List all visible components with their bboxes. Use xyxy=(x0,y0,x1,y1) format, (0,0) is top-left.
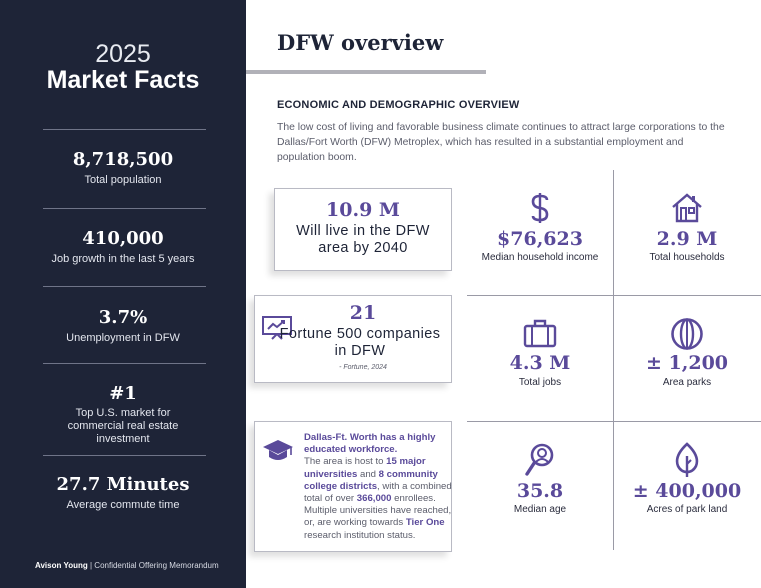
education-highlight: 8 community college districts xyxy=(304,468,438,492)
households-value: 2.9 M xyxy=(656,228,718,250)
education-text: research institution status. xyxy=(304,529,416,541)
stat-label-commute: Average commute time xyxy=(66,499,180,511)
education-card xyxy=(254,421,452,552)
education-text: , with a combined total of over xyxy=(304,480,452,505)
grid-divider-horizontal xyxy=(467,295,761,296)
graduation-cap-icon xyxy=(262,438,294,467)
households-label: Total households xyxy=(649,252,725,263)
stat-cell-park-land xyxy=(614,440,760,540)
education-highlight: 366,000 xyxy=(356,493,392,505)
age-value: 35.8 xyxy=(516,480,564,502)
footer-text: Confidential Offering Memorandum xyxy=(94,561,219,570)
education-text: and xyxy=(357,468,379,480)
sidebar xyxy=(0,0,246,588)
house-icon xyxy=(671,193,703,228)
stat-value-job-growth: 410,000 xyxy=(82,228,164,249)
parks-label: Area parks xyxy=(662,377,712,388)
leaf-icon xyxy=(674,442,700,483)
page-title: DFW overview xyxy=(277,30,444,55)
intro-paragraph: The low cost of living and favorable business climate continues to attract large corporations to the Dallas/Fort Worth (DFW) Metroplex, which has resulted in a substantial employment and population boom. xyxy=(277,122,725,163)
stat-label-population: Total population xyxy=(84,174,162,186)
grid-divider-horizontal xyxy=(467,421,761,422)
stat-label-rank: Top U.S. market for commercial real estate investment xyxy=(67,407,179,445)
income-value: $76,623 xyxy=(497,228,583,250)
jobs-value: 4.3 M xyxy=(509,352,571,374)
divider xyxy=(43,208,206,209)
education-highlight: 15 major universities xyxy=(304,456,426,480)
stat-value-commute: 27.7 Minutes xyxy=(56,474,190,495)
fortune-value: 21 xyxy=(349,302,377,324)
dollar-icon xyxy=(529,192,551,229)
stat-value-rank: #1 xyxy=(109,383,137,404)
stat-cell-jobs xyxy=(467,314,613,414)
stat-cell-age xyxy=(467,440,613,540)
forecast-text: Will live in the DFW area by 2040 xyxy=(296,223,430,256)
stat-value-population: 8,718,500 xyxy=(72,149,174,170)
globe-icon xyxy=(670,317,704,356)
fortune-source: - Fortune, 2024 xyxy=(339,364,387,371)
footer-separator: | xyxy=(89,561,93,570)
section-heading: ECONOMIC AND DEMOGRAPHIC OVERVIEW xyxy=(277,99,520,111)
briefcase-icon xyxy=(523,318,557,353)
income-label: Median household income xyxy=(481,252,599,263)
divider xyxy=(43,363,206,364)
sidebar-title: Market Facts xyxy=(46,66,200,94)
title-underline xyxy=(246,70,486,74)
education-heading: Dallas-Ft. Worth has a highly educated workforce. xyxy=(304,432,436,456)
divider xyxy=(43,129,206,130)
stat-label-job-growth: Job growth in the last 5 years xyxy=(51,253,195,265)
forecast-value: 10.9 M xyxy=(326,199,400,221)
footer-brand: Avison Young xyxy=(35,561,88,570)
footer xyxy=(35,561,219,570)
education-text: enrollees. Multiple universities have reached, or, are working towards xyxy=(304,493,452,529)
fortune-500-card xyxy=(254,295,452,383)
population-forecast-card xyxy=(274,188,452,271)
education-text: The area is host to xyxy=(304,456,387,468)
stat-label-unemployment: Unemployment in DFW xyxy=(66,332,180,344)
education-paragraph xyxy=(304,432,454,542)
age-label: Median age xyxy=(513,504,567,515)
park-land-label: Acres of park land xyxy=(646,504,728,515)
stat-value-unemployment: 3.7% xyxy=(98,307,148,328)
park-land-value: ± 400,000 xyxy=(632,480,742,502)
parks-value: ± 1,200 xyxy=(645,352,729,374)
fortune-text: Fortune 500 companies in DFW xyxy=(279,326,441,359)
sidebar-title-year: 2025 xyxy=(95,40,151,68)
stat-cell-income xyxy=(467,188,613,288)
education-highlight: Tier One xyxy=(405,517,445,529)
person-icon xyxy=(524,443,556,482)
jobs-label: Total jobs xyxy=(518,377,562,388)
stat-cell-households xyxy=(614,188,760,288)
stat-cell-parks xyxy=(614,314,760,414)
divider xyxy=(43,455,206,456)
divider xyxy=(43,286,206,287)
